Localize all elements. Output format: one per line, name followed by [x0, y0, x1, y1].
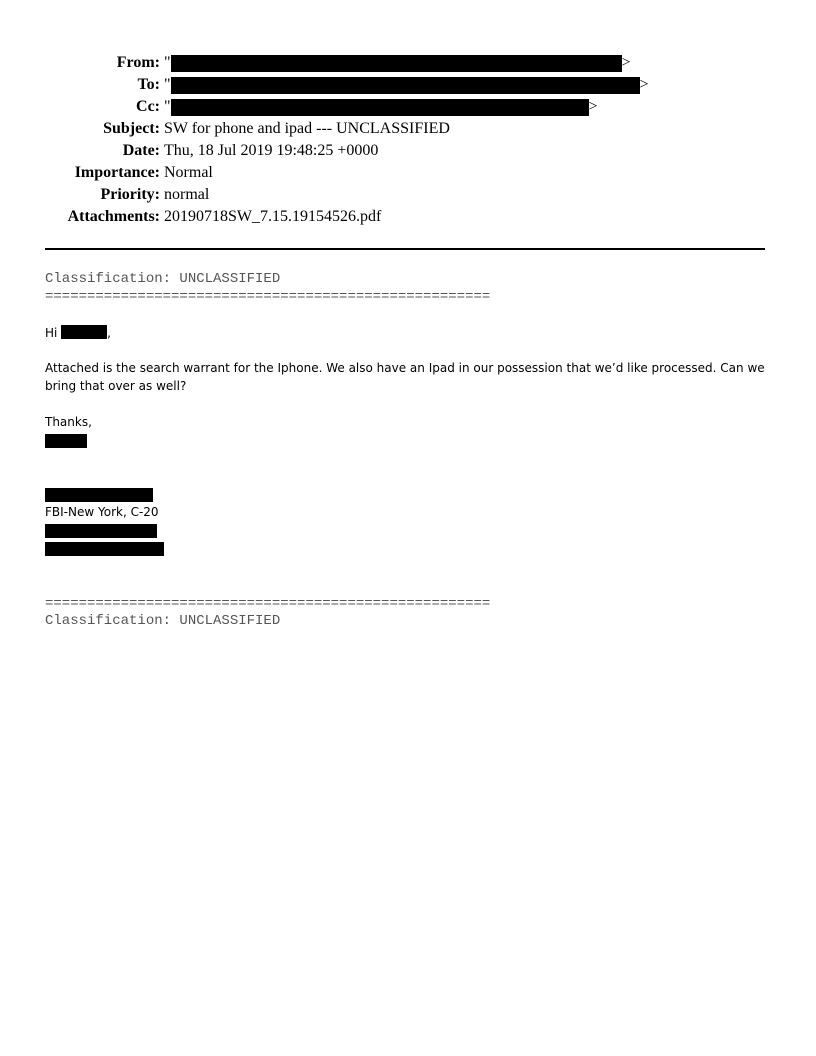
email-header	[0, 52, 816, 228]
header-divider	[45, 248, 765, 250]
redaction-block	[45, 524, 157, 538]
signature-office: FBI-New York, C-20	[45, 505, 159, 519]
message-line-2: bring that over as well?	[45, 379, 187, 393]
subject-label: Subject:	[103, 120, 160, 137]
from-value: " >	[164, 54, 631, 71]
classification-bottom: Classification: UNCLASSIFIED	[45, 613, 281, 629]
importance-row	[0, 162, 816, 184]
date-value: Thu, 18 Jul 2019 19:48:25 +0000	[164, 142, 379, 159]
classification-top: Classification: UNCLASSIFIED	[45, 271, 281, 287]
from-label: From:	[116, 54, 160, 71]
to-label: To:	[137, 76, 160, 93]
redaction-block	[61, 325, 107, 339]
importance-label: Importance:	[74, 164, 160, 181]
cc-row	[0, 96, 816, 118]
redaction-block	[45, 488, 153, 502]
attachments-row	[0, 206, 816, 228]
to-value: " >	[164, 76, 649, 93]
priority-label: Priority:	[100, 186, 160, 203]
priority-value: normal	[164, 186, 210, 203]
to-row	[0, 74, 816, 96]
greeting: Hi ,	[45, 326, 111, 340]
redaction-block	[171, 99, 589, 116]
redaction-block	[171, 77, 640, 94]
priority-row	[0, 184, 816, 206]
importance-value: Normal	[164, 164, 213, 181]
from-row	[0, 52, 816, 74]
cc-value: " >	[164, 98, 598, 115]
redaction-block	[45, 542, 164, 556]
separator-bottom: =====================================================	[45, 596, 491, 612]
date-label: Date:	[122, 142, 160, 159]
subject-value: SW for phone and ipad --- UNCLASSIFIED	[164, 120, 450, 137]
separator-top: =====================================================	[45, 289, 491, 305]
attachments-value: 20190718SW_7.15.19154526.pdf	[164, 208, 382, 225]
message-line-1: Attached is the search warrant for the Iphone. We also have an Ipad in our possession that we’d like processed. Can we	[45, 361, 765, 375]
cc-label: Cc:	[136, 98, 160, 115]
redaction-block	[45, 434, 87, 448]
closing: Thanks,	[45, 415, 92, 429]
date-row	[0, 140, 816, 162]
redaction-block	[171, 55, 622, 72]
attachments-label: Attachments:	[67, 208, 160, 225]
subject-row	[0, 118, 816, 140]
